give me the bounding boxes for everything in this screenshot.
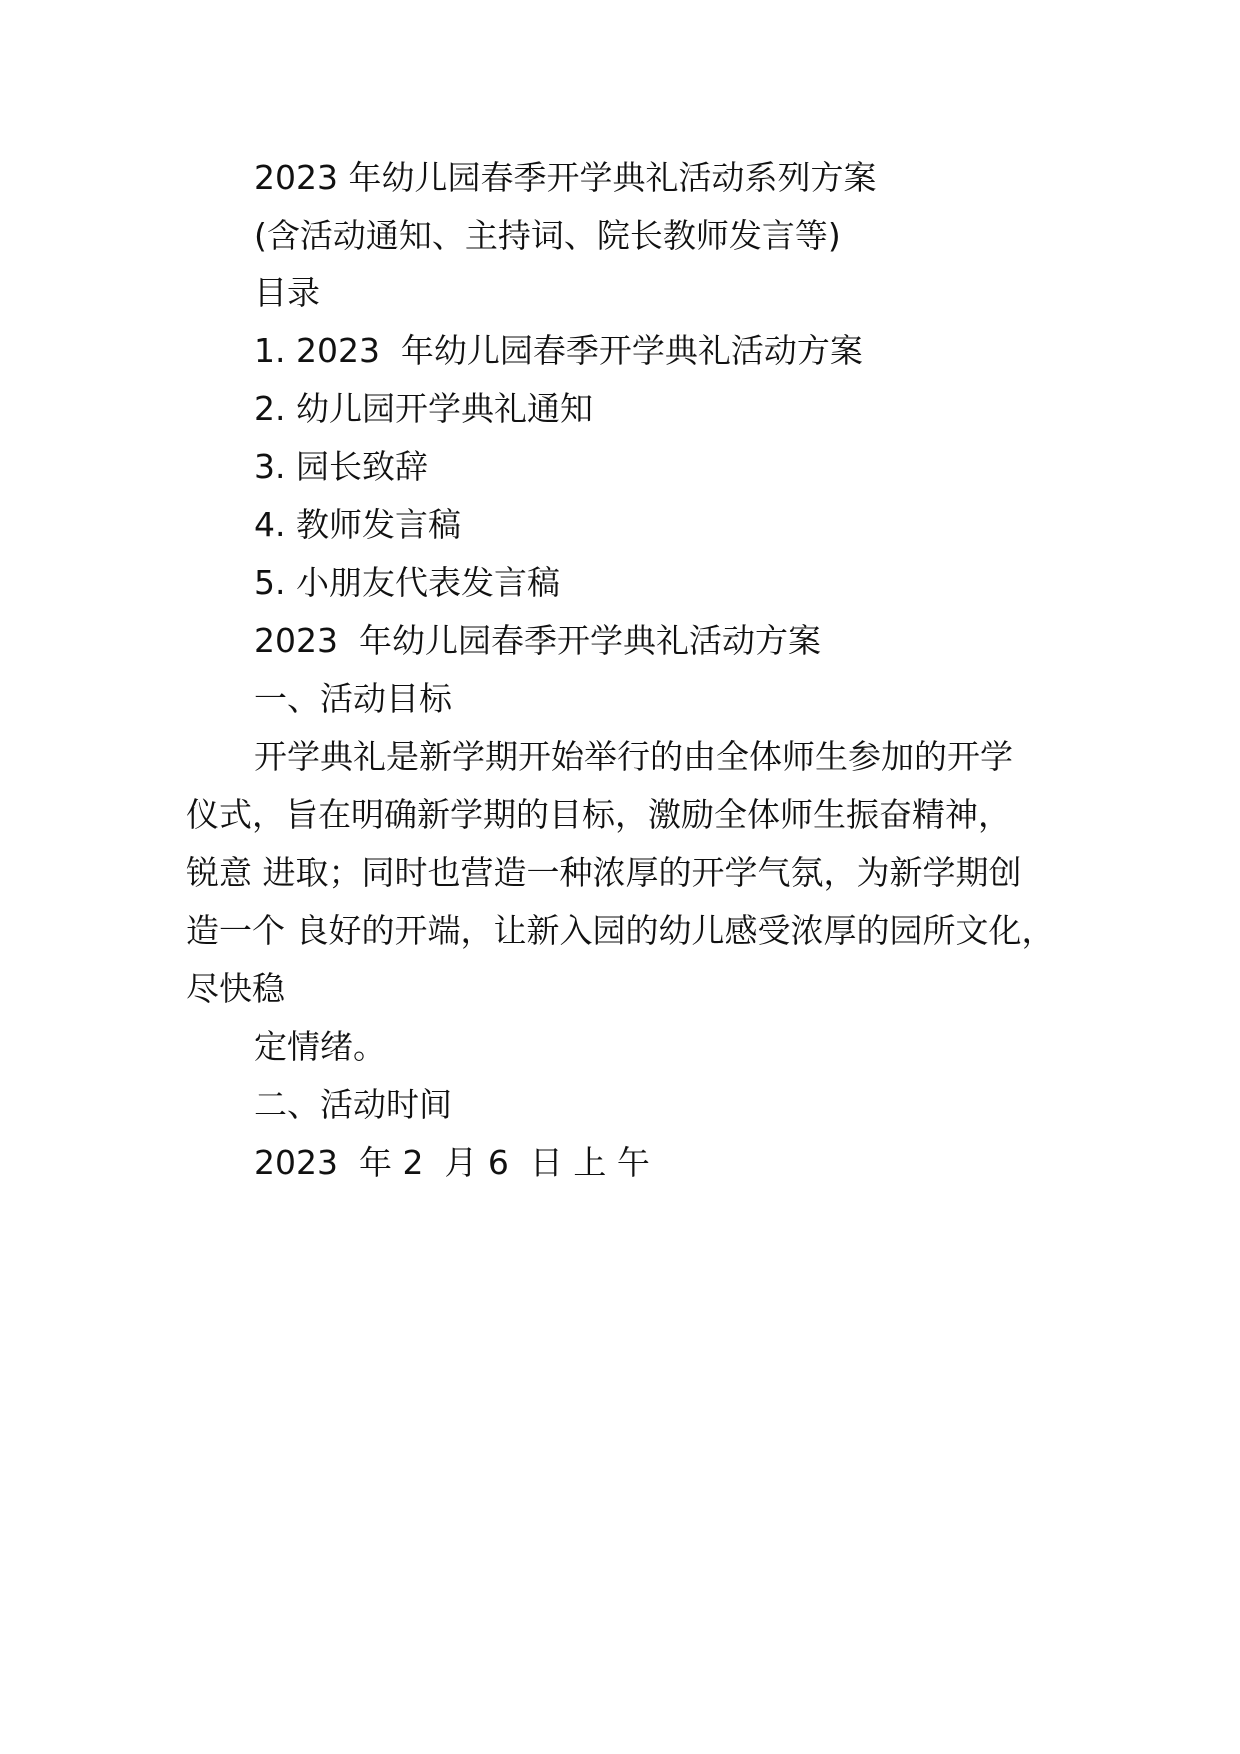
paragraph-1-line-4: 造一个 良好的开端，让新入园的幼儿感受浓厚的园所文化， [186,911,1055,950]
section-title: 2023 年幼儿园春季开学典礼活动方案 [254,621,821,660]
paragraph-1-line-5: 尽快稳 [186,969,285,1008]
toc-item-4: 4. 教师发言稿 [254,505,461,544]
paragraph-1-line-1: 开学典礼是新学期开始举行的由全体师生参加的开学 [254,737,1013,776]
toc-item-3: 3. 园长致辞 [254,447,428,486]
toc-item-1: 1. 2023 年幼儿园春季开学典礼活动方案 [254,331,863,370]
paragraph-1-tail: 定情绪。 [254,1027,386,1066]
paragraph-1-line-3: 锐意 进取；同时也营造一种浓厚的开学气氛，为新学期创 [186,853,1022,892]
paragraph-1-line-2: 仪式，旨在明确新学期的目标，激励全体师生振奋精神， [186,795,1011,834]
section-2-text: 2023 年 2 月 6 日 上 午 [254,1143,650,1182]
document-title-line-2: (含活动通知、主持词、院长教师发言等) [254,216,841,255]
section-1-heading: 一、活动目标 [254,679,452,718]
document-title-line-1: 2023 年幼儿园春季开学典礼活动系列方案 [254,158,877,197]
toc-item-5: 5. 小朋友代表发言稿 [254,563,560,602]
toc-heading: 目录 [254,273,320,312]
toc-item-2: 2. 幼儿园开学典礼通知 [254,389,593,428]
section-2-heading: 二、活动时间 [254,1085,452,1124]
